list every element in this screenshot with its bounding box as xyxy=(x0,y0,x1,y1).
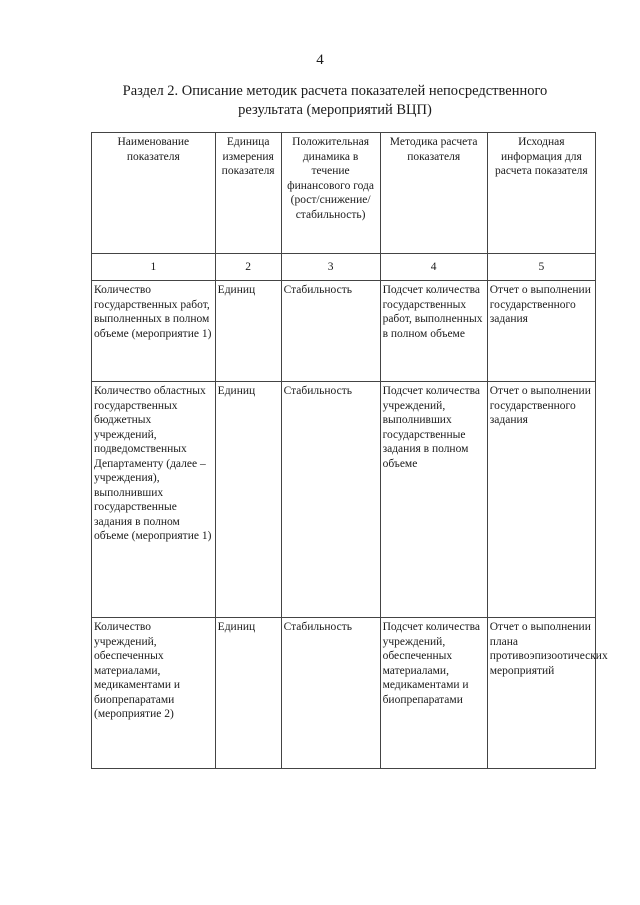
column-number: 4 xyxy=(380,254,487,281)
column-number: 5 xyxy=(487,254,595,281)
header-dynamics: Положительная динамика в течение финансового года (рост/снижение/ стабильность) xyxy=(281,133,380,254)
column-number: 2 xyxy=(215,254,281,281)
cell-dynamics: Стабильность xyxy=(281,618,380,769)
column-number: 1 xyxy=(92,254,216,281)
cell-unit: Единиц xyxy=(215,382,281,618)
table-header-row xyxy=(92,133,596,254)
cell-unit: Единиц xyxy=(215,618,281,769)
cell-method: Подсчет количества учреждений, обеспеченных материалами, медикаментами и биопрепаратами xyxy=(380,618,487,769)
section-title-line-2: результата (мероприятий ВЦП) xyxy=(238,102,432,118)
header-method: Методика расчета показателя xyxy=(380,133,487,254)
cell-name: Количество учреждений, обеспеченных материалами, медикаментами и биопрепаратами (мероприятие 2) xyxy=(92,618,216,769)
cell-source: Отчет о выполнении государственного задания xyxy=(487,281,595,382)
page-number: 4 xyxy=(316,52,324,68)
table-row xyxy=(92,382,596,618)
indicators-table xyxy=(91,132,608,769)
header-indicator-name: Наименование показателя xyxy=(92,133,216,254)
cell-source: Отчет о выполнении плана противоэпизоотических мероприятий xyxy=(487,618,595,769)
cell-name: Количество областных государственных бюджетных учреждений, подведомственных Департаменту (далее – учреждения), выполнивших государственные задания в полном объеме (мероприятие 1) xyxy=(92,382,216,618)
section-title xyxy=(100,82,570,120)
header-unit: Единица измерения показателя xyxy=(215,133,281,254)
column-number: 3 xyxy=(281,254,380,281)
cell-dynamics: Стабильность xyxy=(281,382,380,618)
table-row xyxy=(92,618,596,769)
cell-method: Подсчет количества государственных работ, выполненных в полном объеме xyxy=(380,281,487,382)
header-source: Исходная информация для расчета показателя xyxy=(487,133,595,254)
cell-source: Отчет о выполнении государственного задания xyxy=(487,382,595,618)
column-number-row xyxy=(92,254,596,281)
cell-method: Подсчет количества учреждений, выполнивших государственные задания в полном объеме xyxy=(380,382,487,618)
table-row xyxy=(92,281,596,382)
cell-unit: Единиц xyxy=(215,281,281,382)
section-title-line-1: Раздел 2. Описание методик расчета показателей непосредственного xyxy=(122,83,548,99)
cell-name: Количество государственных работ, выполненных в полном объеме (мероприятие 1) xyxy=(92,281,216,382)
cell-dynamics: Стабильность xyxy=(281,281,380,382)
